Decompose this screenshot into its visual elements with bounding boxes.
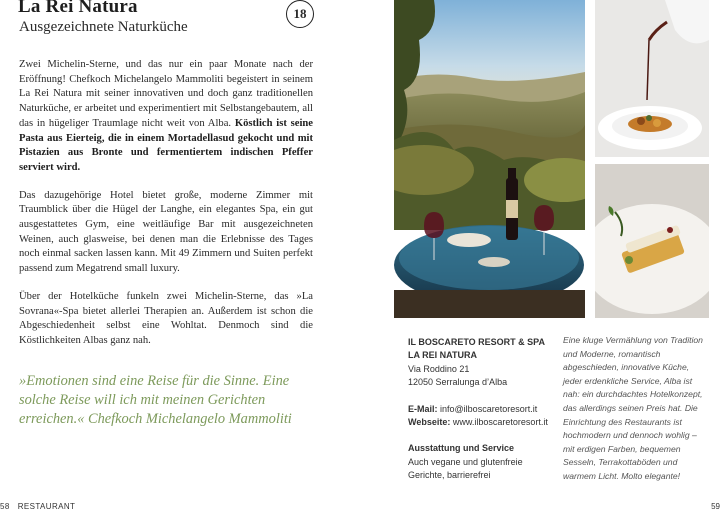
services-line-2: Gerichte, barrierefrei	[408, 470, 491, 481]
summary-text: Eine kluge Vermählung von Tradition und Moderne, romantisch abgeschieden, innovative Küche, jeder erdenkliche Service, Alba ist nah: ein durchdachtes Hotelkonzept, das allerdings seinen Preis hat. Die Einrichtung des Restaurants ist hochmodern und dennoch wohlig – mit erdigen Farben, bequemen Sesseln, Terrakottaböden und warmem Licht. Molto elegante!	[563, 335, 703, 481]
email-link[interactable]: info@ilboscaretoresort.it	[440, 403, 538, 414]
entry-number-badge: 18	[286, 0, 314, 28]
sauce-pour-photo	[595, 0, 709, 157]
web-line	[408, 416, 558, 429]
footer-left	[0, 502, 75, 511]
sauce-pour-image	[595, 0, 709, 157]
spacer	[408, 390, 558, 403]
terrace-wine-photo	[394, 0, 585, 318]
spacer	[408, 429, 558, 442]
services-line-1: Auch vegane und glutenfreie	[408, 456, 523, 467]
services-title: Ausstattung und Service	[408, 443, 515, 454]
page-number-left: 58	[0, 502, 10, 511]
paragraph-3: Über der Hotelküche funkeln zwei Michelin-Sterne, das »La Sovrana«-Spa bietet allerlei Therapien an. Außerdem ist schon die Abgeschiedenheit selbst eine Wohltat. Denmoch sind die Köstlichkeiten Albas ganz nah.	[19, 290, 313, 346]
section-label: RESTAURANT	[17, 502, 76, 511]
article-body	[19, 58, 313, 362]
page-number-right: 59	[711, 502, 720, 511]
page-subtitle: Ausgezeichnete Naturküche	[19, 19, 188, 35]
address-street: Via Roddino 21	[408, 363, 470, 374]
terrace-wine-image	[394, 0, 585, 318]
page-title: La Rei Natura	[18, 0, 138, 17]
chef-quote: »Emotionen sind eine Reise für die Sinne. Eine solche Reise will ich mit meinen Gerichten erreichen.« Chefkoch Michelangelo Mammoliti	[19, 373, 292, 427]
email-line	[408, 403, 558, 416]
address-city: 12050 Serralunga d’Alba	[408, 377, 508, 388]
web-link[interactable]: www.ilboscaretoresort.it	[452, 417, 548, 428]
paragraph-1	[19, 58, 313, 176]
plated-dish-image	[595, 164, 709, 318]
contact-info	[408, 336, 558, 483]
right-page	[360, 0, 720, 513]
web-label: Webseite:	[408, 417, 451, 428]
hotel-name: IL BOSCARETO RESORT & SPA	[408, 337, 546, 347]
paragraph-1-text: Zwei Michelin-Sterne, und das nur ein paar Monate nach der Eröffnung! Chefkoch Michelangelo Mammoliti begeistert in seinem La Rei Natura mit seiner innovativen und doch ganz traditionellen Naturküche, er arbeitet und experimentiert mit Selbstangebautem, all das in hügeliger Traumlage nicht weit von Alba.	[19, 59, 313, 129]
restaurant-name: LA REI NATURA	[408, 350, 477, 361]
paragraph-1-highlight: Köstlich ist seine Pasta aus Eierteig, die in einem Mortadellasud gekocht und mit Pistazien aus Bronte und fermentiertem indischen Pfeffer serviert wird.	[19, 117, 313, 173]
paragraph-2: Das dazugehörige Hotel bietet große, moderne Zimmer mit Traumblick über die Hügel der Langhe, ein elegantes Spa, ein gut ausgestattetes Gym, eine weitläufige Bar mit ausgezeichneten Weinen, auch glasweise, bei denen man die Erlebnisse des Tages noch einmal sacken lassen kann. Mit 49 Zimmern und Suiten perfekt passend zum Megatrend small luxury.	[19, 189, 313, 275]
email-label: E-Mail:	[408, 403, 438, 414]
plated-dish-photo	[595, 164, 709, 318]
